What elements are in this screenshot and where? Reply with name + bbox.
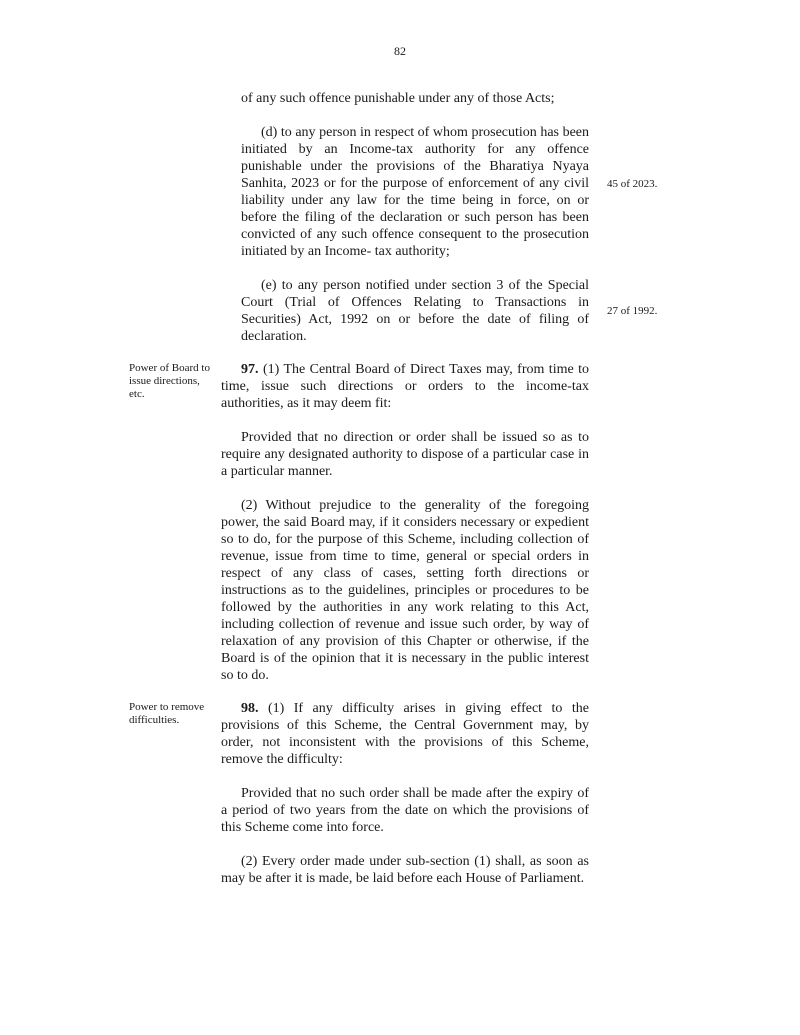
page-number: 82 [394,44,406,58]
section-97-sub1-text: (1) The Central Board of Direct Taxes may, from time to time, issue such directions or orders to the income-tax authorities, as it may deem fit: [221,362,590,411]
section-98-sub1 [221,700,589,768]
side-ref-e: 27 of 1992. [607,305,658,317]
clause-d: (d) to any person in respect of whom prosecution has been initiated by an Income-tax authority for any offence punishable under the provisions of the Bharatiya Nyaya Sanhita, 2023 or for the purpose of enforcement of any civil liability under any law for the time being in force, on or before the filing of the declaration or such person has been convicted of any such offence consequent to the prosecution initiated by an Income- tax authority; [241,125,589,259]
section-98-number: 98. [241,701,259,716]
para-continuation: of any such offence punishable under any of those Acts; [241,91,555,106]
section-98-proviso: Provided that no such order shall be made after the expiry of a period of two years from the date on which the provisions of this Scheme come into force. [221,786,589,835]
margin-note-98: Power to remove difficulties. [129,701,205,726]
section-97-sub1 [221,361,589,412]
section-97-sub2: (2) Without prejudice to the generality of the foregoing power, the said Board may, if it considers necessary or expedient so to do, for the purpose of this Scheme, including collection of revenue, issue from time to time, general or special orders in respect of any class of cases, setting forth directions or instructions as to the guidelines, principles or procedures to be followed by the authorities in any work relating to this Act, including collection of revenue and issue such order, by way of relaxation of any provision of this Chapter or otherwise, if the Board is of the opinion that it is necessary in the public interest so to do. [221,498,589,683]
section-98-sub2: (2) Every order made under sub-section (1) shall, as soon as may be after it is made, be laid before each House of Parliament. [221,854,589,886]
section-98-sub1-text: (1) If any difficulty arises in giving effect to the provisions of this Scheme, the Central Government may, by order, not inconsistent with the provisions of this Scheme, remove the difficulty: [221,701,589,767]
margin-note-97: Power of Board to issue directions, etc. [129,362,210,400]
section-97-number: 97. [241,362,259,377]
section-97-proviso: Provided that no direction or order shall be issued so as to require any designated authority to dispose of a particular case in a particular manner. [221,430,589,479]
clause-e: (e) to any person notified under section 3 of the Special Court (Trial of Offences Relating to Transactions in Securities) Act, 1992 on or before the date of filing of declaration. [241,278,589,344]
side-ref-d: 45 of 2023. [607,178,658,190]
